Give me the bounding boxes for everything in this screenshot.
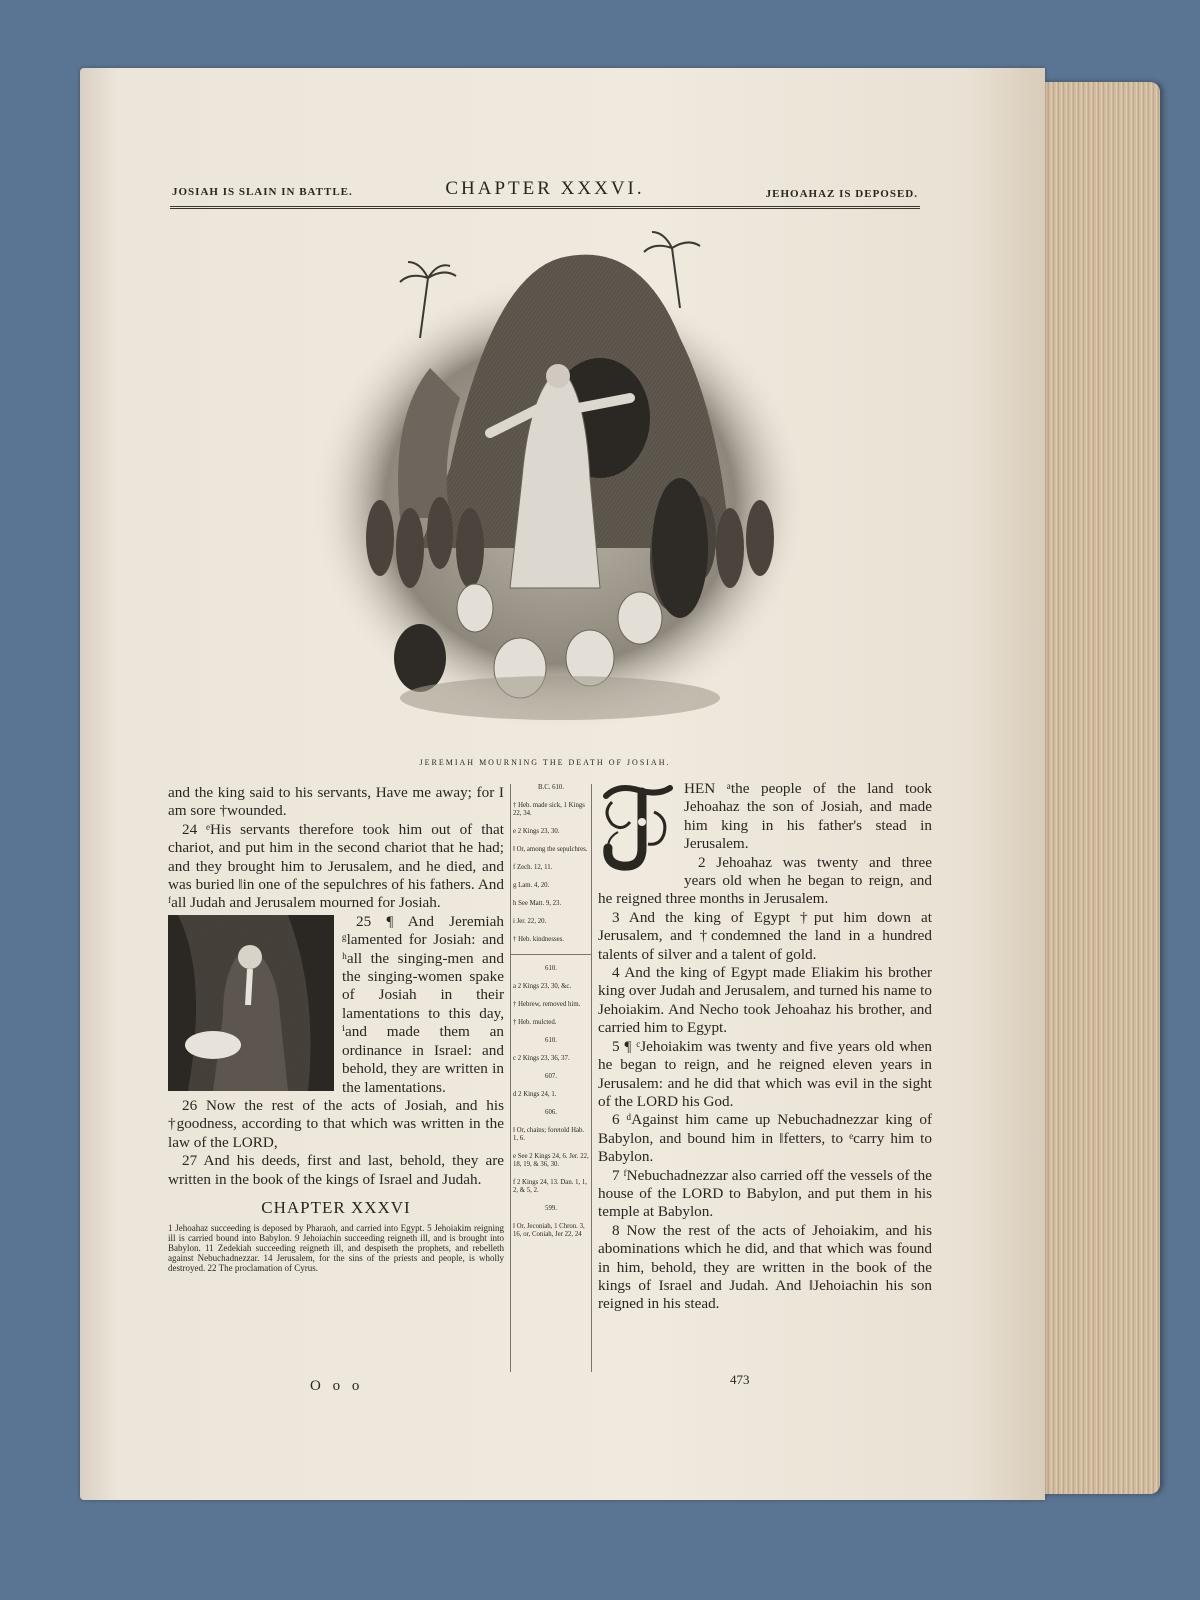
margin-note: † Heb. kindnesses. xyxy=(513,936,564,943)
running-header xyxy=(170,178,920,209)
margin-note: B.C. 610. xyxy=(537,784,565,791)
book-page xyxy=(80,68,1045,1500)
chapter-summary: 1 Jehoahaz succeeding is deposed by Pharaoh, and carried into Egypt. 5 Jehoiakim reigning ill is carried bound into Babylon. 9 Jehoiachin succeeding reigneth ill, and is brought into Babylon. 11 Zedekiah succeeding reigneth ill, and despiseth the prophets, and rebelleth against Nebuchadnezzar. 14 Jerusalem, for the sins of the priests and people, is wholly destroyed. 22 The proclamation of Cyrus. xyxy=(168,1223,504,1274)
margin-note: f Zech. 12, 11. xyxy=(513,864,553,871)
header-left: JOSIAH IS SLAIN IN BATTLE. xyxy=(172,186,353,198)
margin-note: ‖ Or, among the sepulchres. xyxy=(513,846,588,853)
verse-23-end: and the king said to his servants, Have me away; for I am sore †wounded. xyxy=(168,784,504,820)
margin-note: d 2 Kings 24, 1. xyxy=(513,1091,557,1098)
ornamental-drop-cap xyxy=(598,782,678,874)
verse-25: 25 ¶ And Jeremiah ᵍlamented for Josiah: and ʰall the singing-men and the singing-women spake of Josiah in their lamentations to this day, ⁱand made them an ordinance in Israel: and behold, they are written in the lamentations. xyxy=(342,912,504,1096)
verse-25-block xyxy=(168,913,504,1097)
verse-27: 27 And his deeds, first and last, behold, they are written in the book of the kings of Israel and Judah. xyxy=(168,1152,504,1188)
header-right: JEHOAHAZ IS DEPOSED. xyxy=(765,188,918,200)
margin-note: 599. xyxy=(545,1205,557,1212)
margin-note: f 2 Kings 24, 13. Dan. 1, 1, 2, & 5, 2. xyxy=(513,1179,588,1194)
engraving-illustration xyxy=(300,218,820,738)
margin-references xyxy=(510,784,592,1372)
verse-26: 26 Now the rest of the acts of Josiah, and his †goodness, according to that which was written in the law of the LORD, xyxy=(168,1096,504,1151)
signature-mark: O o o xyxy=(310,1378,364,1394)
margin-note: 610. xyxy=(545,965,557,972)
margin-note: c 2 Kings 23, 36, 37. xyxy=(513,1055,570,1062)
verse-7: 7 ᶠNebuchadnezzar also carried off the vessels of the house of the LORD to Babylon, and put them in his temple at Babylon. xyxy=(598,1166,932,1221)
page-edges xyxy=(1030,82,1160,1494)
margin-note: e See 2 Kings 24, 6. Jer. 22, 18, 19, & 36, 30. xyxy=(513,1153,589,1168)
verse-24: 24 ᵉHis servants therefore took him out of that chariot, and put him in the second chariot that he had; and they brought him to Jerusalem, and he died, and was buried ‖in one of the sepulchres of his fathers. And ᶠall Judah and Jerusalem mourned for Josiah. xyxy=(168,820,504,912)
margin-note: g Lam. 4, 20. xyxy=(513,882,550,889)
margin-note: 607. xyxy=(545,1073,557,1080)
right-text-column xyxy=(598,780,932,1314)
verse-6: 6 ᵈAgainst him came up Nebuchadnezzar king of Babylon, and bound him in ‖fetters, to ᵉcarry him to Babylon. xyxy=(598,1111,932,1166)
margin-note: h See Matt. 9, 23. xyxy=(513,900,562,907)
verse-3: 3 And the king of Egypt †put him down at Jerusalem, and †condemned the land in a hundred talents of silver and a talent of gold. xyxy=(598,908,932,963)
verse-4: 4 And the king of Egypt made Eliakim his brother king over Judah and Jerusalem, and turned his name to Jehoiakim. And Necho took Jehoahaz his brother, and carried him to Egypt. xyxy=(598,964,932,1037)
margin-note: † Hebrew, removed him. xyxy=(513,1001,581,1008)
margin-note: 606. xyxy=(545,1109,557,1116)
open-book xyxy=(80,68,1162,1500)
margin-note: e 2 Kings 23, 30. xyxy=(513,828,560,835)
margin-note: † Heb. mulcted. xyxy=(513,1019,557,1026)
margin-note: ‖ Or, Jeconiah, 1 Chron. 3, 16, or, Coniah, Jer 22, 24 xyxy=(513,1223,585,1238)
engraving-caption: JEREMIAH MOURNING THE DEATH OF JOSIAH. xyxy=(419,758,671,767)
margin-note: a 2 Kings 23, 30, &c. xyxy=(513,983,572,990)
margin-divider xyxy=(511,954,591,955)
margin-note: ‖ Or, chains; foretold Hab. 1, 6. xyxy=(513,1127,585,1142)
left-text-column xyxy=(168,784,504,1273)
margin-note: 610. xyxy=(545,1037,557,1044)
page-number: 473 xyxy=(730,1372,750,1387)
inset-illustration xyxy=(168,915,334,1091)
chapter-heading: CHAPTER XXXVI xyxy=(261,1197,411,1217)
verse-8: 8 Now the rest of the acts of Jehoiakim, and his abominations which he did, and that which was found in him, behold, they are written in the book of the kings of Israel and Judah. And ‖Jehoiachin his son reigned in his stead. xyxy=(598,1221,932,1313)
verse-2: 2 Jehoahaz was twenty and three years old when he began to reign, and he reigned three months in Jerusalem. xyxy=(598,853,932,908)
verse-1: HEN ᵃthe people of the land took Jehoahaz the son of Josiah, and made him king in his father's stead in Jerusalem. xyxy=(684,780,932,853)
margin-note: † Heb. made sick, 1 Kings 22, 34. xyxy=(513,802,585,817)
margin-note: i Jer. 22, 20. xyxy=(513,918,547,925)
header-chapter-title: CHAPTER XXXVI. xyxy=(445,178,645,199)
verse-5: 5 ¶ ᶜJehoiakim was twenty and five years old when he began to reign, and he reigned eleven years in Jerusalem: and he did that which was evil in the sight of the LORD his God. xyxy=(598,1037,932,1110)
